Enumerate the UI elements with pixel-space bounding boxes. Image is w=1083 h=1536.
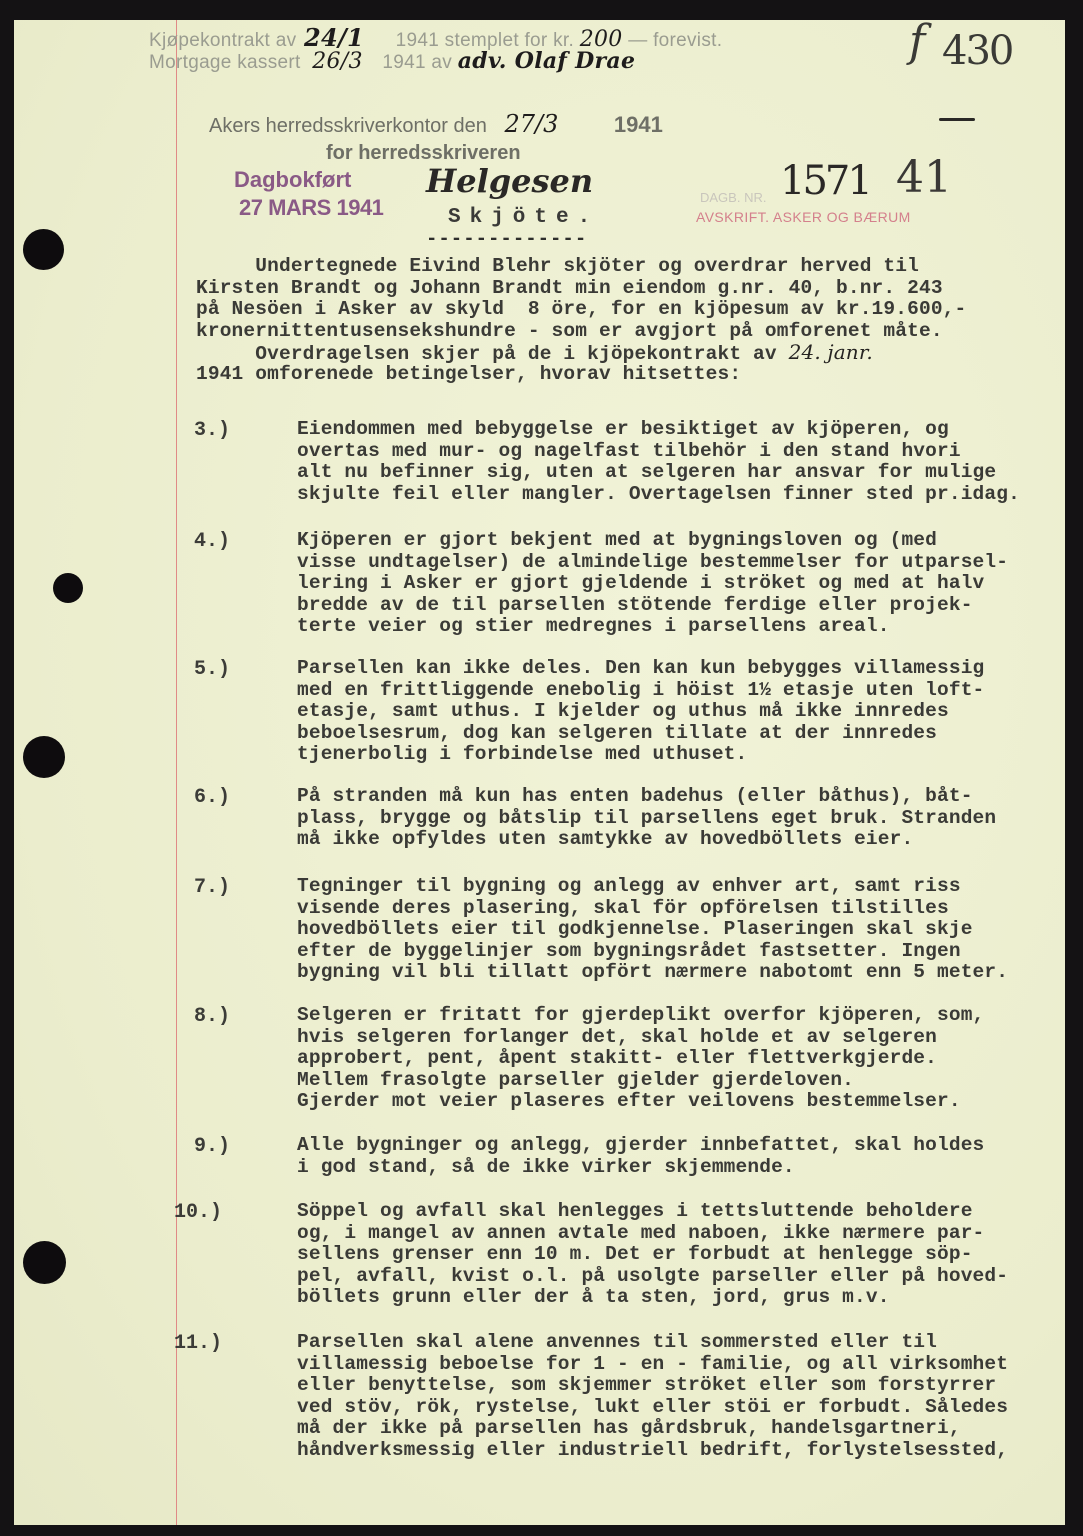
- clause-line: må der ikke på parsellen has gårdsbruk, handelsgartneri,: [297, 1417, 961, 1440]
- journal-year-handwritten: 41: [896, 152, 952, 203]
- clause-line: På stranden må kun has enten badehus (eller båthus), båt-: [297, 785, 973, 807]
- clause-number: 6.): [194, 786, 231, 809]
- punch-hole-icon: [23, 229, 64, 270]
- clause-line: Parsellen skal alene anvennes til sommersted eller til: [297, 1331, 938, 1353]
- folio-number: 430: [942, 28, 1013, 74]
- clause-line: i god stand, så de ikke virker skjemmende.: [297, 1155, 795, 1178]
- intro-line: [196, 342, 966, 364]
- clause-line: skjulte feil eller mangler. Overtagelsen finner sted pr.idag.: [297, 482, 1020, 505]
- intro-line: Undertegnede Eivind Blehr skjöter og overdrar herved til: [196, 255, 919, 277]
- clause-text: [297, 419, 1020, 505]
- clause-text: [297, 1201, 1008, 1309]
- clause-line: alt nu befinner sig, uten at selgeren har ansvar for mulige: [297, 461, 997, 484]
- intro-line: 1941 omforenede betingelser, hvorav hitsettes:: [196, 362, 742, 385]
- clause-number: 7.): [194, 876, 231, 899]
- clause-line: Gjerder mot veier plaseres efter veilovens bestemmelser.: [297, 1090, 961, 1113]
- clause-line: må ikke opfyldes uten samtykke av hovedböllets eier.: [297, 828, 914, 851]
- registry-office-label: Akers herredsskriverkontor den: [209, 115, 487, 137]
- cancelled-label: Mortgage kassert: [149, 52, 301, 73]
- clause-number: 9.): [194, 1135, 231, 1158]
- clause-line: beboelsesrum, dog kan selgeren tillate at der innredes: [297, 721, 938, 744]
- clause-line: lering i Asker er gjort gjeldende i ströket og med at halv: [297, 572, 985, 595]
- clause-number: 5.): [194, 658, 231, 681]
- header-line-3: [209, 110, 663, 138]
- clause-line: villamessig beboelse for 1 - en - familie, og all virksomhet: [297, 1352, 1009, 1375]
- clause-line: etasje, samt uthus. I kjelder og uthus må ikke innredes: [297, 700, 949, 723]
- clause-line: plass, brygge og båtslip til parsellens eget bruk. Stranden: [297, 806, 997, 829]
- clause-line: pel, avfall, kvist o.l. på usolgte parseller eller på hoved-: [297, 1264, 1009, 1287]
- clause-text: [297, 1135, 984, 1178]
- shown-label: — forevist.: [628, 30, 723, 51]
- intro-line: på Nesöen i Asker av skyld 8 öre, for en kjöpesum av kr.19.600,-: [196, 298, 967, 321]
- journal-stamp-date: 27 MARS 1941: [239, 195, 384, 220]
- clause-line: eller benyttelse, som skjemmer ströket eller som forstyrrer: [297, 1374, 997, 1397]
- journal-number-handwritten: 1571: [780, 158, 870, 204]
- clause-line: håndverksmessig eller industriell bedrift, forlystelsessted,: [297, 1438, 1009, 1461]
- contract-date-handwritten: 24/1: [303, 23, 365, 52]
- lawyer-name-handwritten: adv. Olaf Drae: [457, 48, 636, 74]
- clause-line: Selgeren er fritatt for gjerdeplikt overfor kjöperen, som,: [297, 1004, 985, 1026]
- clause-line: hovedböllets eier til godkjennelse. Plaseringen skal skje: [297, 918, 973, 941]
- intro-line: Kirsten Brandt og Johann Brandt min eiendom g.nr. 40, b.nr. 243: [196, 276, 943, 299]
- clause-line: böllets grunn eller der å ta sten, jord, grus m.v.: [297, 1286, 890, 1309]
- clause-line: hvis selgeren forlanger det, skal holde et av selgeren: [297, 1025, 938, 1048]
- clause-number: 8.): [194, 1005, 231, 1028]
- dash-mark: [939, 118, 975, 121]
- clause-line: efter de byggelinjer som bygningsrådet fastsetter. Ingen: [297, 939, 961, 962]
- clause-line: ved stöv, rök, rystelse, lukt eller stöi er forbudt. Således: [297, 1395, 1009, 1418]
- title-underline: -------------: [426, 228, 588, 250]
- clause-number: 3.): [194, 419, 231, 442]
- stamp-fee-handwritten: 200: [579, 27, 623, 52]
- clause-line: med en frittliggende enebolig i höist 1½ etasje uten loft-: [297, 678, 985, 701]
- document-page: [14, 16, 1065, 1525]
- copy-office-stamp: AVSKRIFT. ASKER OG BÆRUM: [696, 209, 911, 225]
- punch-hole-icon: [53, 573, 83, 603]
- journal-number-label: DAGB. NR.: [700, 190, 767, 205]
- stamp-fee-label: 1941 stemplet for kr.: [395, 30, 575, 51]
- intro-paragraph: [196, 256, 966, 386]
- clause-number: 11.): [174, 1332, 223, 1355]
- clause-line: approbert, pent, åpent stakitt- eller flettverkgjerde.: [297, 1047, 938, 1070]
- clause-line: Tegninger til bygning og anlegg av enhver art, samt riss: [297, 875, 961, 897]
- header-line-4: for herredsskriveren: [326, 142, 521, 164]
- clause-number: 10.): [174, 1201, 223, 1224]
- cancel-year-label: 1941 av: [382, 52, 453, 73]
- clause-line: visende deres plasering, skal för opförelsen tilstilles: [297, 896, 949, 919]
- purchase-contract-label: Kjøpekontrakt av: [149, 30, 297, 51]
- clause-text: [297, 876, 1008, 984]
- registrar-signature: Helgesen: [426, 162, 594, 200]
- clause-text: [297, 1005, 984, 1113]
- clause-text: [297, 1332, 1008, 1462]
- clause-text: [297, 658, 984, 766]
- punch-hole-icon: [23, 1241, 66, 1284]
- clause-line: Söppel og avfall skal henlegges i tettsluttende beholdere: [297, 1200, 973, 1222]
- punch-hole-icon: [23, 736, 65, 778]
- cancel-date-handwritten: 26/3: [312, 49, 363, 74]
- folio-mark: f: [909, 16, 926, 67]
- intro-line-text: Overdragelsen skjer på de i kjöpekontrakt av: [196, 343, 777, 366]
- clause-line: bredde av de til parsellen stötende ferdige eller projek-: [297, 593, 973, 616]
- clause-line: sellens grenser enn 10 m. Det er forbudt at henlegge söp-: [297, 1243, 973, 1266]
- document-title: Skjöte.: [448, 206, 600, 229]
- header-line-2: [149, 48, 635, 74]
- clause-text: [297, 530, 1008, 638]
- clause-line: tjenerbolig i forbindelse med uthuset.: [297, 743, 748, 766]
- clause-text: [297, 786, 996, 851]
- clause-line: Eiendommen med bebyggelse er besiktiget av kjöperen, og: [297, 418, 949, 440]
- clause-line: Parsellen kan ikke deles. Den kan kun bebygges villamessig: [297, 657, 985, 679]
- clause-line: visse undtagelser) de almindelige bestemmelser for utparsel-: [297, 550, 1009, 573]
- clause-number: 4.): [194, 530, 231, 553]
- clause-line: bygning vil bli tillatt opfört nærmere nabotomt enn 5 meter.: [297, 961, 1009, 984]
- clause-line: Alle bygninger og anlegg, gjerder innbefattet, skal holdes: [297, 1134, 985, 1156]
- contract-date-inline-handwritten: 24. janr.: [788, 340, 873, 365]
- registry-year: 1941: [613, 112, 663, 137]
- clause-line: og, i mangel av annen avtale med naboen, ikke nærmere par-: [297, 1221, 985, 1244]
- clause-line: overtas med mur- og nagelfast tilbehör i den stand hvori: [297, 439, 961, 462]
- intro-line: kronernittentusensekshundre - som er avgjort på omforenet måte.: [196, 319, 943, 342]
- clause-line: terte veier og stier medregnes i parsellens areal.: [297, 615, 890, 638]
- registry-date-handwritten: 27/3: [504, 110, 559, 138]
- red-margin-line: [176, 20, 177, 1525]
- clause-line: Kjöperen er gjort bekjent med at bygningsloven og (med: [297, 529, 938, 551]
- clause-line: Mellem frasolgte parseller gjelder gjerdeloven.: [297, 1068, 855, 1091]
- journal-stamp-label: Dagbokført: [234, 167, 352, 192]
